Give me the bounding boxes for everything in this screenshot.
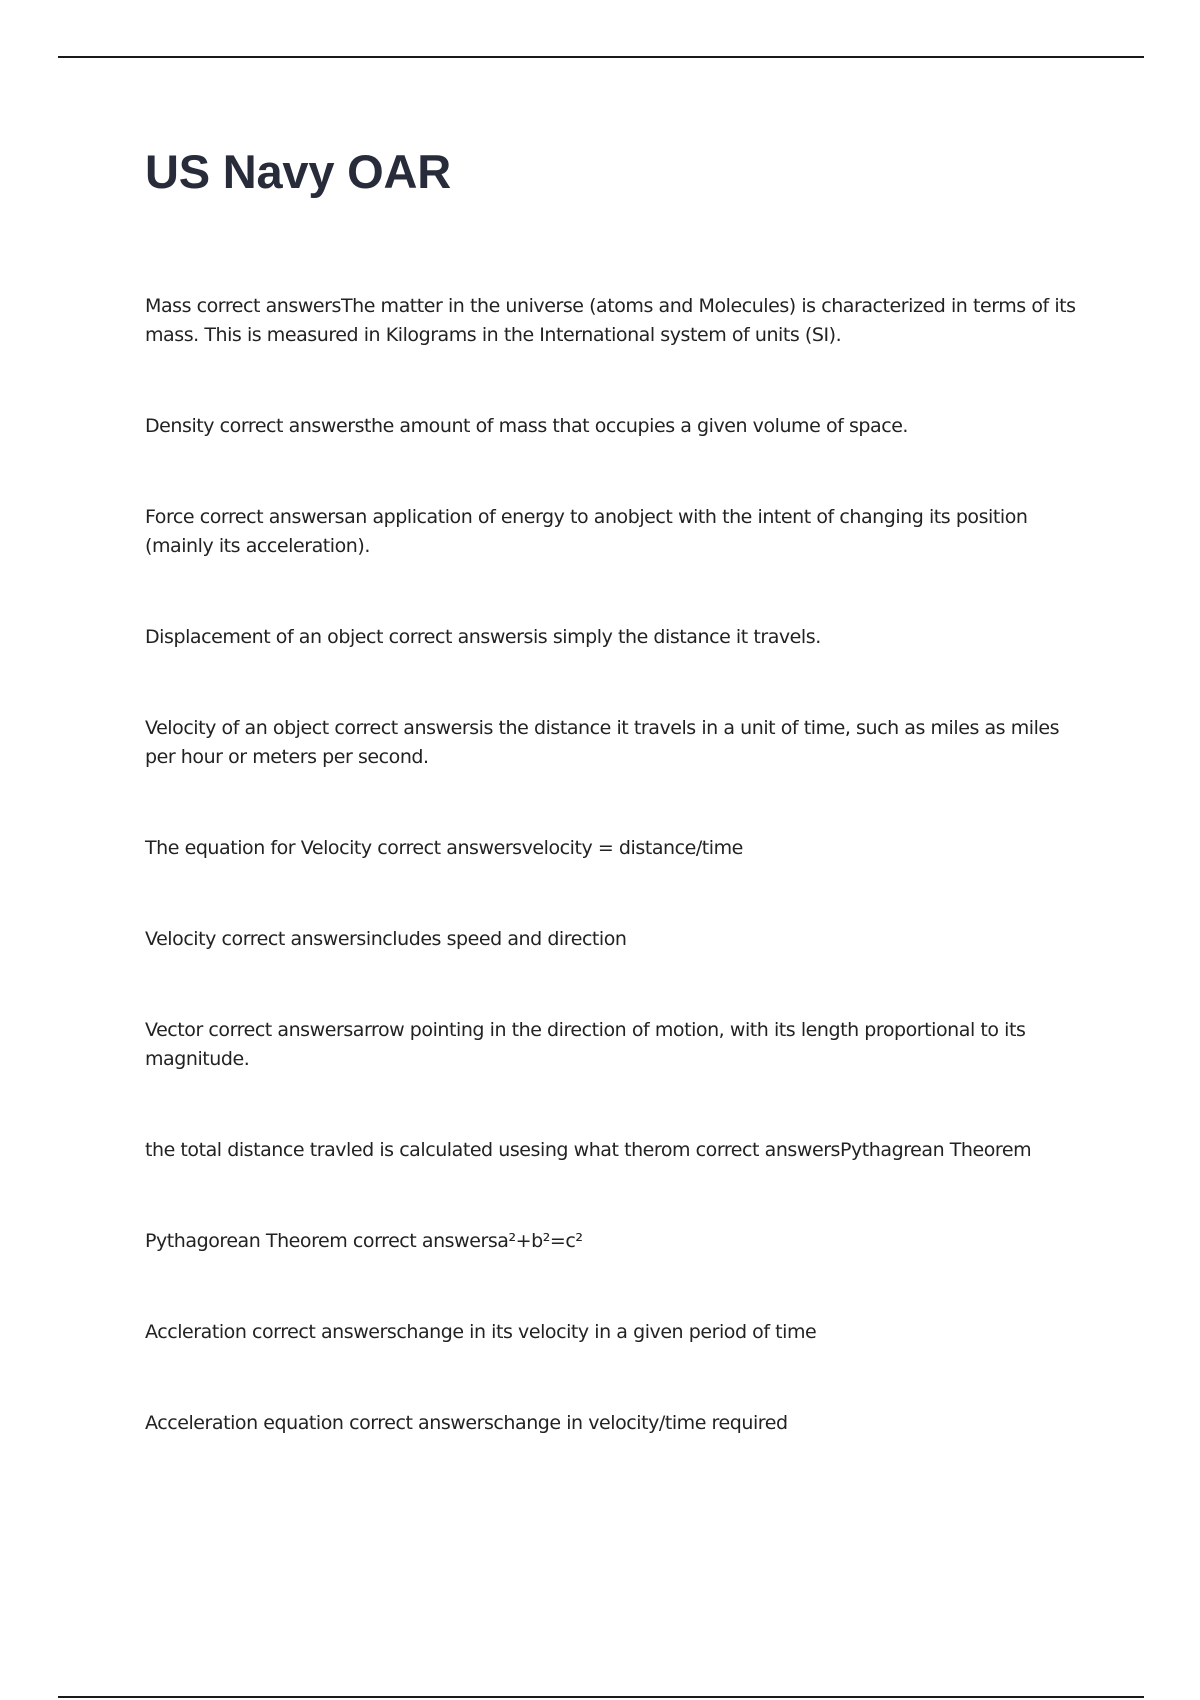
flashcard-entry-acceleration-equation: Acceleration equation correct answerschange in velocity/time required [145, 1412, 788, 1434]
flashcard-entry-force: Force correct answersan application of energy to anobject with the intent of changing its position (mainly its acceleration). [145, 506, 1028, 557]
flashcard-entry-velocity-of-object: Velocity of an object correct answersis the distance it travels in a unit of time, such as miles as miles per hour or meters per second. [145, 717, 1060, 768]
flashcard-entry-displacement: Displacement of an object correct answersis simply the distance it travels. [145, 626, 821, 648]
flashcard-entry-pythagorean-theorem: Pythagorean Theorem correct answersa²+b²=c² [145, 1230, 583, 1252]
flashcard-entry-density: Density correct answersthe amount of mass that occupies a given volume of space. [145, 415, 909, 437]
flashcard-entry-total-distance: the total distance travled is calculated usesing what therom correct answersPythagrean Theorem [145, 1139, 1032, 1161]
flashcard-list [145, 292, 1085, 1500]
flashcard-entry-vector: Vector correct answersarrow pointing in the direction of motion, with its length proportional to its magnitude. [145, 1019, 1026, 1070]
flashcard-entry-mass: Mass correct answersThe matter in the universe (atoms and Molecules) is characterized in terms of its mass. This is measured in Kilograms in the International system of units (SI). [145, 295, 1076, 346]
flashcard-entry-velocity-equation: The equation for Velocity correct answersvelocity = distance/time [145, 837, 743, 859]
top-divider [58, 56, 1144, 58]
page-title: US Navy OAR [145, 145, 452, 198]
bottom-divider [58, 1696, 1144, 1698]
flashcard-entry-accleration: Accleration correct answerschange in its velocity in a given period of time [145, 1321, 817, 1343]
flashcard-entry-velocity: Velocity correct answersincludes speed and direction [145, 928, 627, 950]
